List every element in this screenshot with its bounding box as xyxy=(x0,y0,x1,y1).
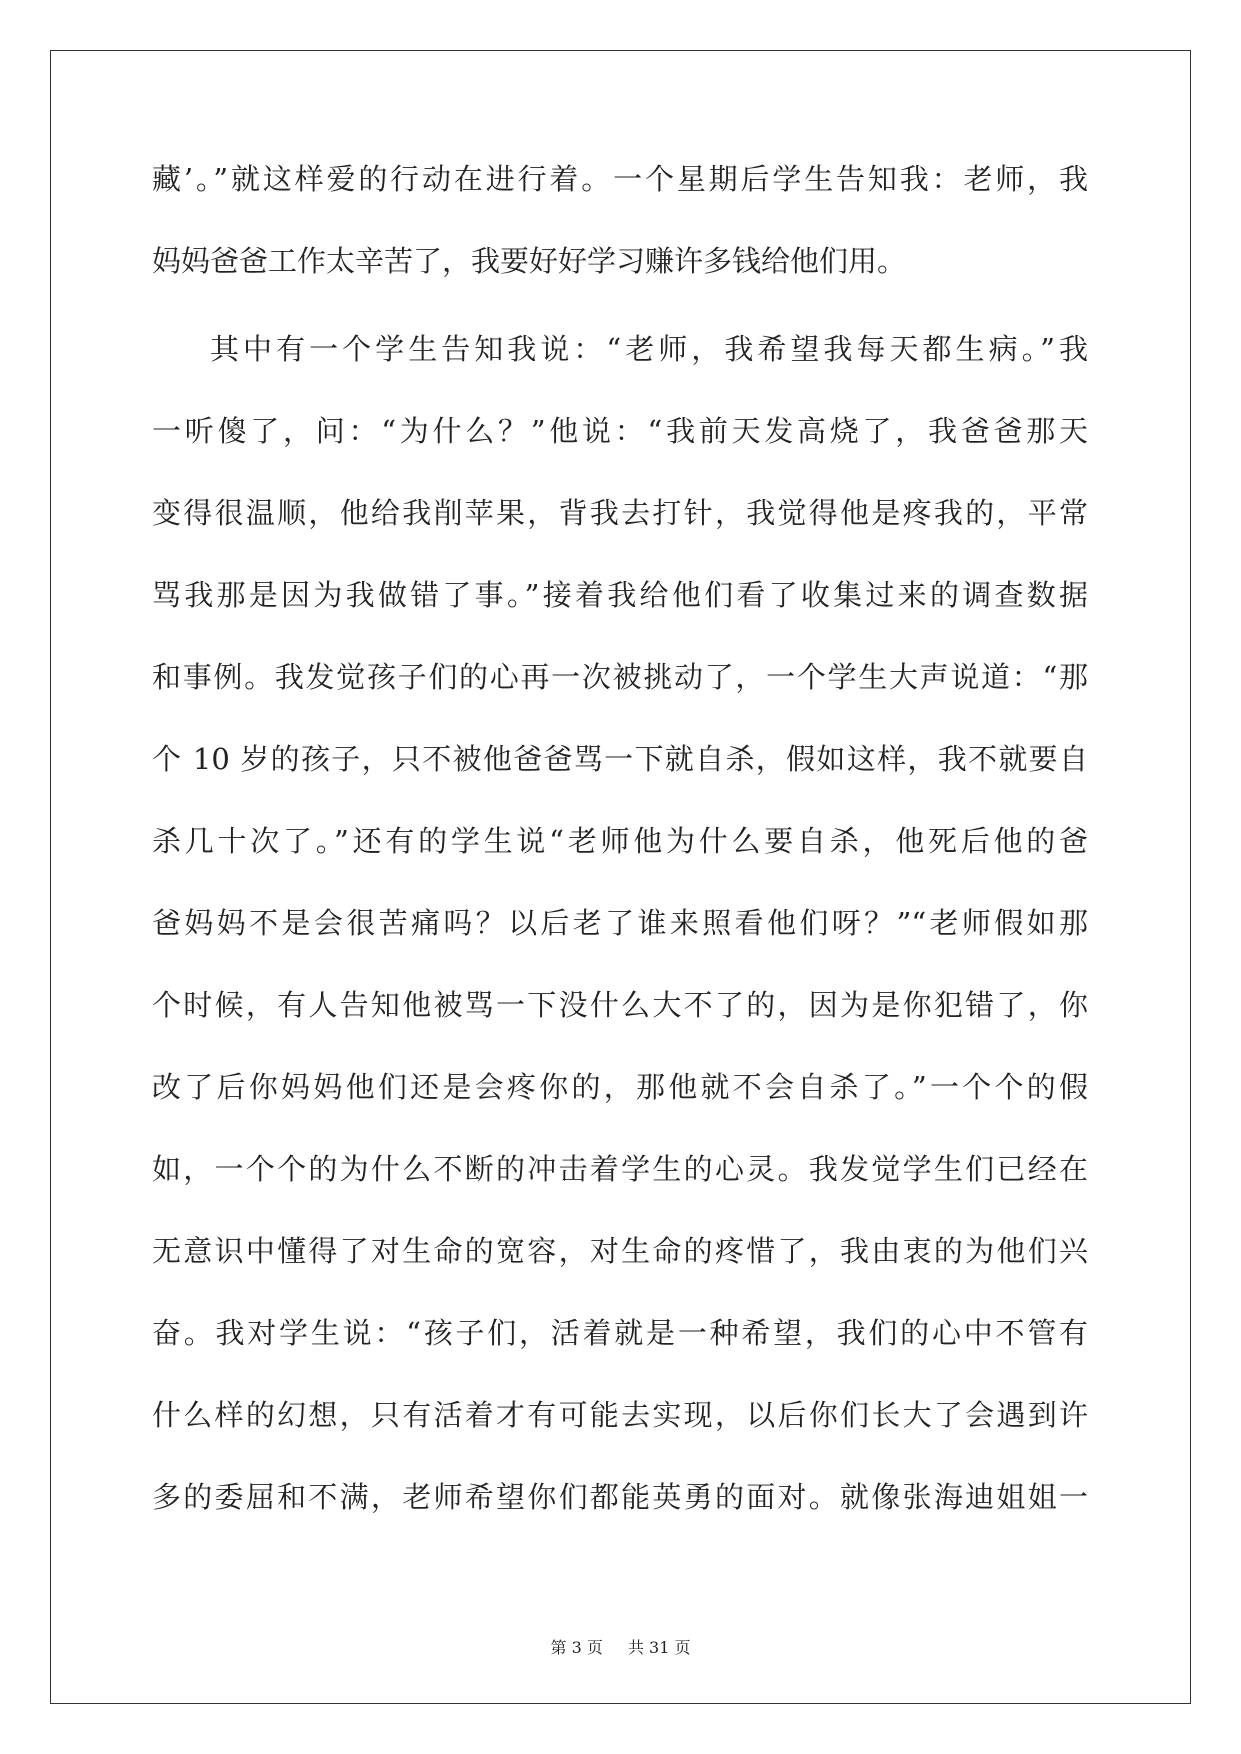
page-footer xyxy=(0,1635,1241,1658)
text-line: 多的委屈和不满，老师希望你们都能英勇的面对。就像张海迪姐姐一 xyxy=(152,1480,1088,1514)
text-line: 如，一个个的为什么不断的冲击着学生的心灵。我发觉学生们已经在 xyxy=(152,1152,1088,1186)
page-total: 共 31 页 xyxy=(627,1638,691,1657)
text-line: 爸妈妈不是会很苦痛吗？以后老了谁来照看他们呀？”“老师假如那 xyxy=(152,906,1088,940)
text-line: 改了后你妈妈他们还是会疼你的，那他就不会自杀了。”一个个的假 xyxy=(152,1070,1088,1104)
text-line: 骂我那是因为我做错了事。”接着我给他们看了收集过来的调查数据 xyxy=(152,578,1088,612)
text-line: 其中有一个学生告知我说：“老师，我希望我每天都生病。”我 xyxy=(210,332,1088,366)
text-line: 杀几十次了。”还有的学生说“老师他为什么要自杀，他死后他的爸 xyxy=(152,824,1088,858)
text-line: 藏’。”就这样爱的行动在进行着。一个星期后学生告知我：老师，我 xyxy=(152,162,1088,196)
text-line: 一听傻了，问：“为什么？”他说：“我前天发高烧了，我爸爸那天 xyxy=(152,414,1088,448)
text-line: 个时候，有人告知他被骂一下没什么大不了的，因为是你犯错了，你 xyxy=(152,988,1088,1022)
text-line: 什么样的幻想，只有活着才有可能去实现，以后你们长大了会遇到许 xyxy=(152,1398,1088,1432)
text-line: 无意识中懂得了对生命的宽容，对生命的疼惜了，我由衷的为他们兴 xyxy=(152,1234,1088,1268)
text-line: 奋。我对学生说：“孩子们，活着就是一种希望，我们的心中不管有 xyxy=(152,1316,1088,1350)
text-line: 个 10 岁的孩子，只不被他爸爸骂一下就自杀，假如这样，我不就要自 xyxy=(152,742,1088,776)
text-line: 妈妈爸爸工作太辛苦了，我要好好学习赚许多钱给他们用。 xyxy=(152,244,907,278)
document-body xyxy=(152,160,1088,1560)
text-line: 变得很温顺，他给我削苹果，背我去打针，我觉得他是疼我的，平常 xyxy=(152,496,1088,530)
page-number: 第 3 页 xyxy=(550,1638,603,1657)
text-line: 和事例。我发觉孩子们的心再一次被挑动了，一个学生大声说道：“那 xyxy=(152,660,1088,694)
